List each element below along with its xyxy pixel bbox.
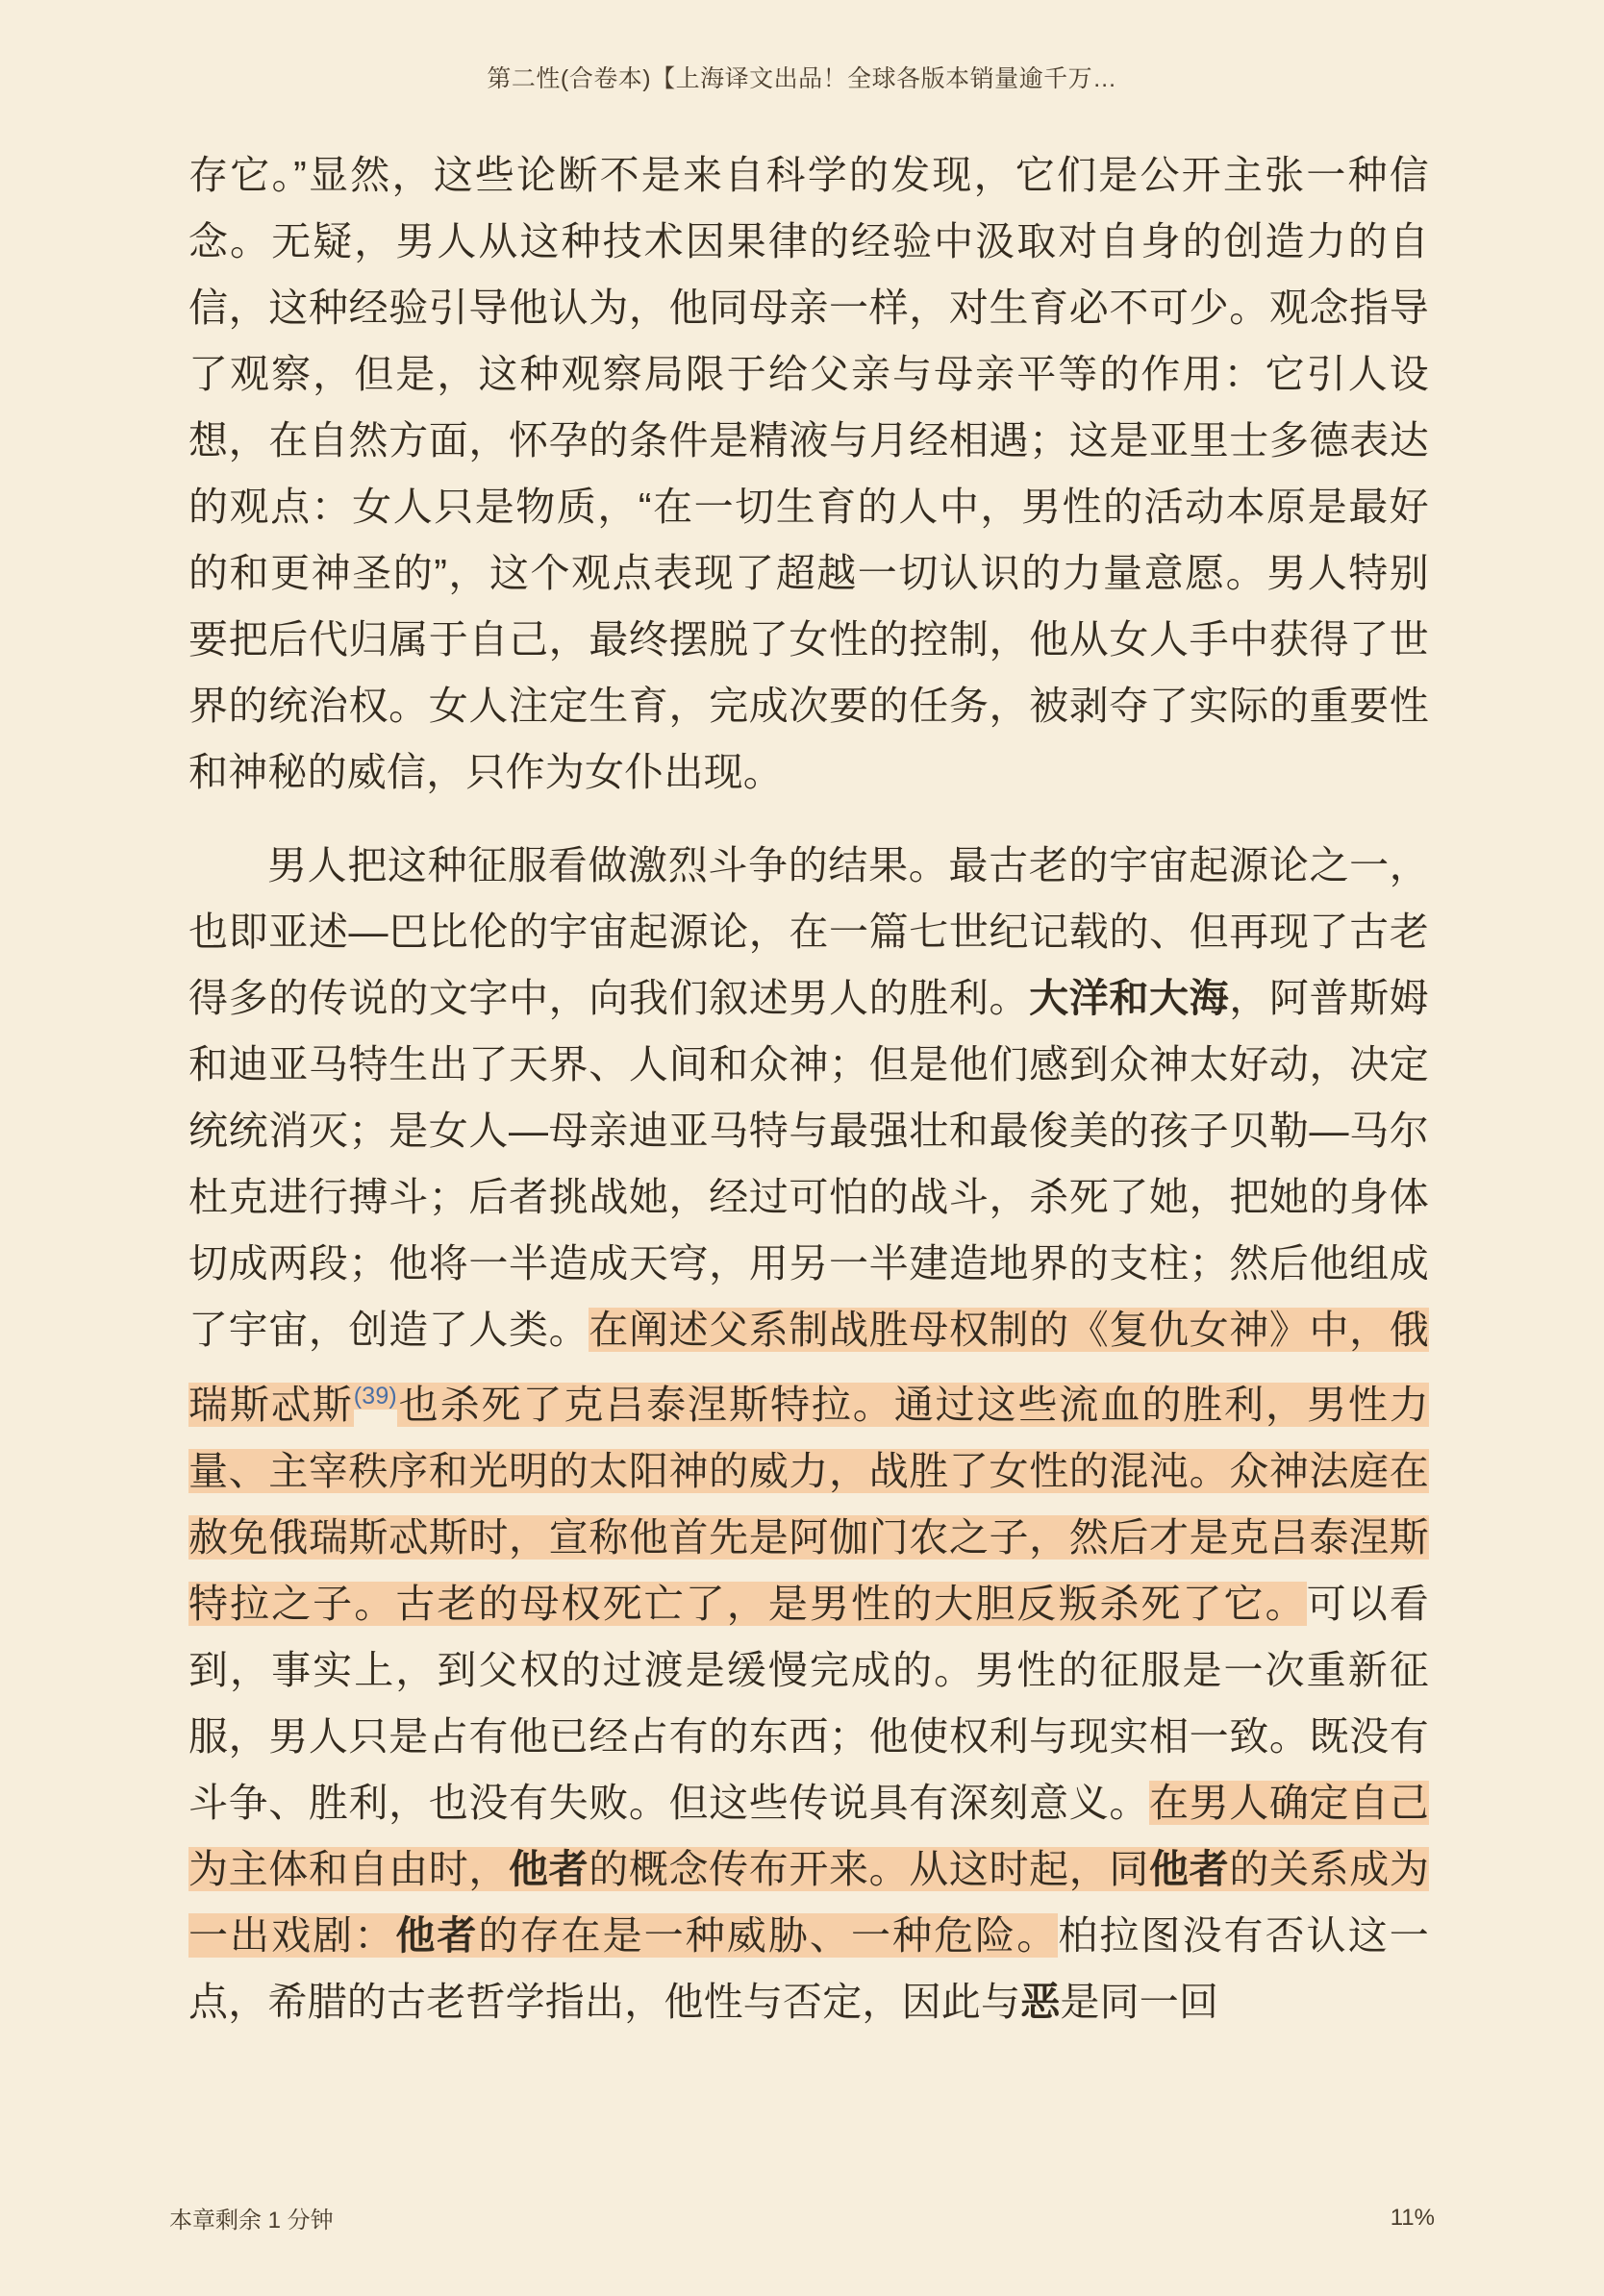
highlight-2-emphasis-3[interactable]: 他者 bbox=[395, 1912, 479, 1958]
highlight-2-emphasis-2[interactable]: 他者 bbox=[1149, 1846, 1230, 1891]
emphasis-e: 恶 bbox=[1020, 1979, 1061, 2024]
emphasis-daiyang-dahai: 大洋和大海 bbox=[1029, 976, 1230, 1020]
paragraph-2 bbox=[188, 833, 1429, 2035]
paragraph-2-text-part-1: 男人把这种征服看做激烈斗争的结果。最古老的宇宙起源论之一，也即亚述—巴比伦的宇宙起源论，在一篇七世纪记载的、但再现了古老得多的传说的文字中，向我们叙述男人的胜利。 bbox=[188, 843, 1429, 1020]
footnote-marker-39[interactable]: (39) bbox=[353, 1383, 397, 1410]
paragraph-2-text-part-3: 可以看到，事实上，到父权的过渡是缓慢完成的。男性的征服是一次重新征服，男人只是占有他已经占有的东西；他使权利与现实相一致。既没有斗争、胜利，也没有失败。但这些传说具有深刻意义。 bbox=[188, 1581, 1429, 1825]
book-title: 第二性(合卷本)【上海译文出品！全球各版本销量逾千万… bbox=[487, 65, 1117, 92]
paragraph-2-text-part-4: 柏拉图没有否认这一点，希腊的古老哲学指出，他性与否定，因此与 bbox=[188, 1912, 1429, 2024]
highlight-2-part-b[interactable]: 的概念传布开来。从这时起，同 bbox=[589, 1846, 1150, 1891]
paragraph-1-text: 存它。”显然，这些论断不是来自科学的发现，它们是公开主张一种信念。无疑，男人从这种技术因果律的经验中汲取对自身的创造力的自信，这种经验引导他认为，他同母亲一样，对生育必不可少。观念指导了观察，但是，这种观察局限于给父亲与母亲平等的作用：它引人设想，在自然方面，怀孕的条件是精液与月经相遇；这是亚里士多德表达的观点：女人只是物质，“在一切生育的人中，男性的活动本原是最好的和更神圣的”，这个观点表现了超越一切认识的力量意愿。男人特别要把后代归属于自己，最终摆脱了女性的控制，他从女人手中获得了世界的统治权。女人注定生育，完成次要的任务，被剥夺了实际的重要性和神秘的威信，只作为女仆出现。 bbox=[188, 153, 1429, 794]
reading-progress-percent: 11% bbox=[1390, 2204, 1435, 2231]
chapter-remaining-time: 本章剩余 1 分钟 bbox=[169, 2208, 334, 2234]
paragraph-2-text-part-2: ，阿普斯姆和迪亚马特生出了天界、人间和众神；但是他们感到众神太好动，决定统统消灭；是女人—母亲迪亚马特与最强壮和最俊美的孩子贝勒—马尔杜克进行搏斗；后者挑战她，经过可怕的战斗，杀死了她，把她的身体切成两段；他将一半造成天穹，用另一半建造地界的支柱；然后他组成了宇宙，创造了人类。 bbox=[188, 976, 1430, 1352]
paragraph-1 bbox=[188, 142, 1429, 806]
highlight-2-part-a[interactable]: 在男人确定自己为主体和自由时， bbox=[188, 1780, 1429, 1891]
highlight-2-emphasis-1[interactable]: 他者 bbox=[509, 1846, 589, 1891]
highlight-2-part-c[interactable]: 的关系成为一出戏剧： bbox=[188, 1846, 1430, 1958]
highlight-1-part-a[interactable]: 在阐述父系制战胜母权制的《复仇女神》中，俄瑞斯忒斯 bbox=[188, 1308, 1429, 1427]
paragraph-2-text-part-5: 是同一回 bbox=[1060, 1979, 1219, 2024]
highlight-2-part-d[interactable]: 的存在是一种威胁、一种危险。 bbox=[478, 1912, 1059, 1958]
highlight-1-part-b[interactable]: 也杀死了克吕泰涅斯特拉。通过这些流血的胜利，男性力量、主宰秩序和光明的太阳神的威力，战胜了女性的混沌。众神法庭在赦免俄瑞斯忒斯时，宣称他首先是阿伽门农之子，然后才是克吕泰涅斯特拉之子。古老的母权死亡了，是男性的大胆反叛杀死了它。 bbox=[188, 1382, 1429, 1626]
page-content bbox=[188, 142, 1429, 2035]
page-footer bbox=[169, 2201, 1435, 2234]
book-title-header bbox=[0, 60, 1604, 94]
